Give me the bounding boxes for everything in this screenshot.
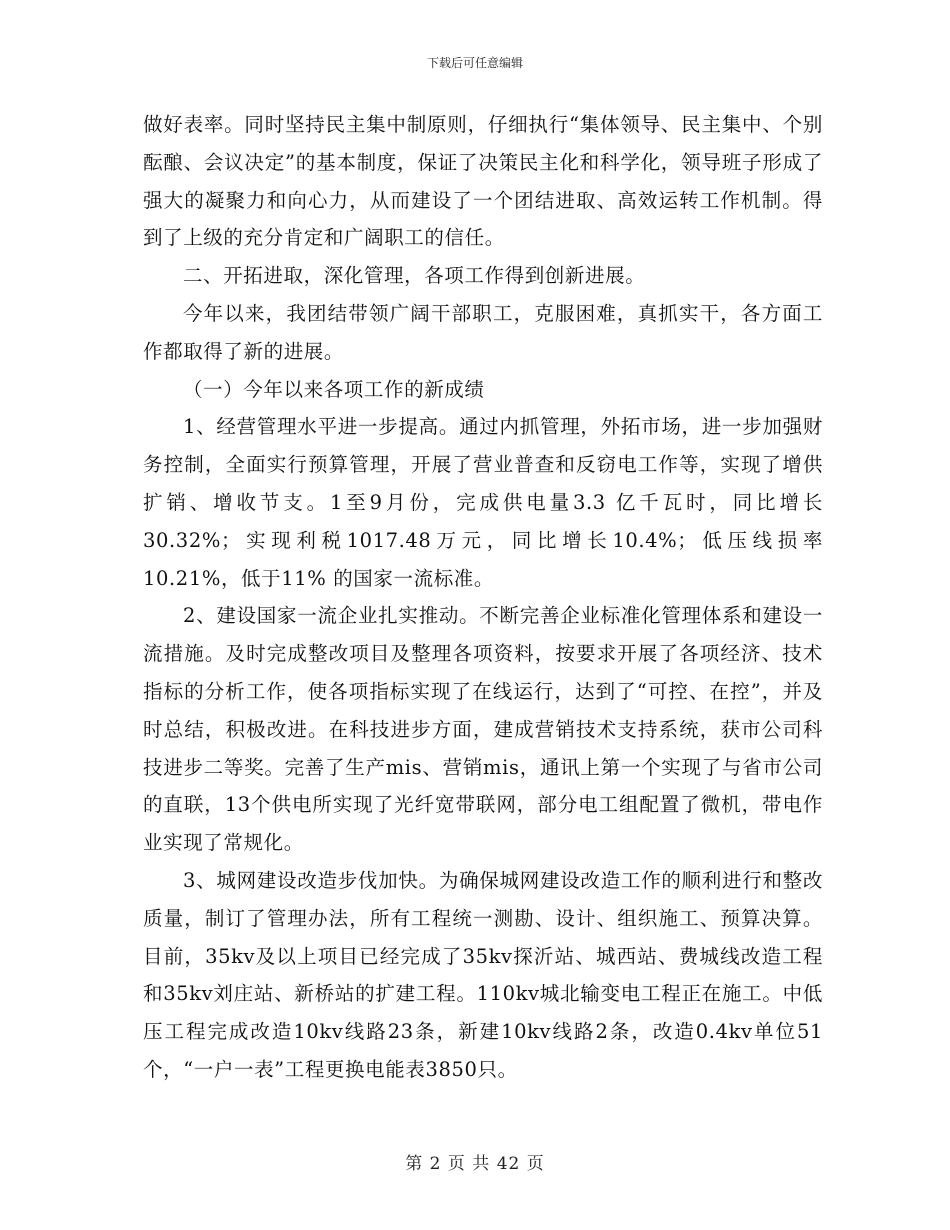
paragraph-item-1: 1、经营管理水平进一步提高。通过内抓管理，外拓市场，进一步加强财务控制，全面实行预算管理，开展了营业普查和反窃电工作等，实现了增供扩销、增收节支。1至9月份，完成供电量3.3 亿千瓦时，同比增长30.32%；实现利税1017.48万元，同比增长10.4%；低压线损率10.21%，低于11% 的国家一流标准。: [143, 415, 823, 590]
paragraph-intro: 今年以来，我团结带领广阔干部职工，克服困难，真抓实干，各方面工作都取得了新的进展。: [143, 301, 823, 363]
page-header: 下载后可任意编辑: [426, 56, 523, 70]
paragraph-leadership-continued: 做好表率。同时坚持民主集中制原则，仔细执行“集体领导、民主集中、个别酝酿、会议决定”的基本制度，保证了决策民主化和科学化，领导班子形成了强大的凝聚力和向心力，从而建设了一个团结进取、高效运转工作机制。得到了上级的充分肯定和广阔职工的信任。: [143, 113, 823, 250]
page-number-footer: 第 2 页 共 42 页: [405, 1154, 545, 1174]
section-heading-two: 二、开拓进取，深化管理，各项工作得到创新进展。: [183, 264, 646, 288]
paragraph-item-2: 2、建设国家一流企业扎实推动。不断完善企业标准化管理体系和建设一流措施。及时完成整改项目及整理各项资料，按要求开展了各项经济、技术指标的分析工作，使各项指标实现了在线运行，达到了“可控、在控”，并及时总结，积极改进。在科技进步方面，建成营销技术支持系统，获市公司科技进步二等奖。完善了生产mis、营销mis，通讯上第一个实现了与省市公司的直联，13个供电所实现了光纤宽带联网，部分电工组配置了微机，带电作业实现了常规化。: [143, 604, 823, 855]
subsection-heading-one: （一）今年以来各项工作的新成绩: [183, 377, 485, 401]
paragraph-item-3: 3、城网建设改造步伐加快。为确保城网建设改造工作的顺利进行和整改质量，制订了管理办法，所有工程统一测勘、设计、组织施工、预算决算。目前，35kv及以上项目已经完成了35kv探沂站、城西站、费城线改造工程和35kv刘庄站、新桥站的扩建工程。110kv城北输变电工程正在施工。中低压工程完成改造10kv线路23条，新建10kv线路2条，改造0.4kv单位51个，“一户一表”工程更换电能表3850只。: [143, 868, 823, 1081]
document-body: [143, 106, 823, 1089]
